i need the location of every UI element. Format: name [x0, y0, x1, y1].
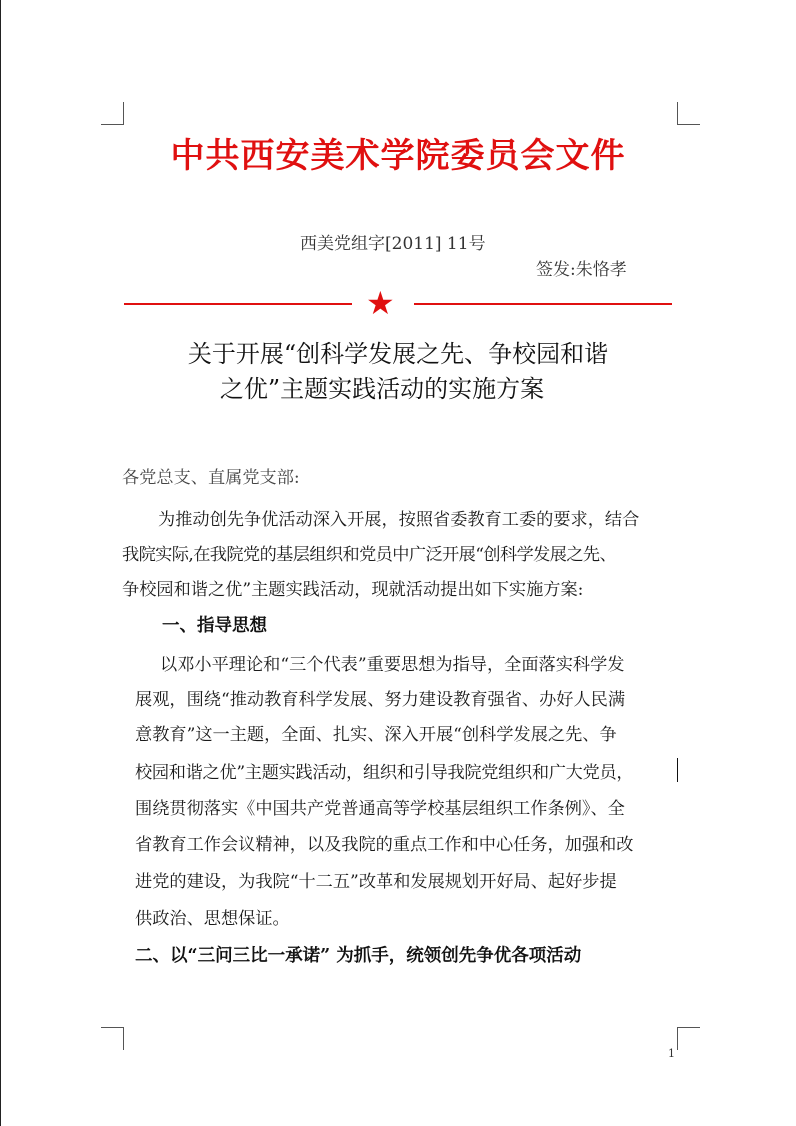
document-red-header-title: 中共西安美术学院委员会文件 — [170, 136, 626, 176]
section-1-line: 围绕贯彻落实《中国共产党普通高等学校基层组织工作条例》、全 — [135, 799, 625, 819]
subject-title-line-2: 之优”主题实践活动的实施方案 — [219, 375, 545, 403]
crop-mark-bottom-left — [101, 1027, 124, 1050]
intro-line: 我院实际,在我院党的基层组织和党员中广泛开展“创科学发展之先、 — [122, 545, 617, 565]
red-divider-right — [414, 303, 672, 305]
crop-mark-top-left — [101, 102, 124, 125]
text-cursor — [677, 758, 678, 782]
crop-mark-top-right — [677, 102, 700, 125]
section-1-line: 供政治、思想保证。 — [135, 909, 290, 929]
section-1-heading: 一、指导思想 — [162, 616, 267, 636]
document-number: 西美党组字[2011] 11号 — [300, 234, 486, 254]
intro-line: 为推动创先争优活动深入开展，按照省委教育工委的要求，结合 — [158, 510, 640, 530]
section-1-line: 意教育”这一主题，全面、扎实、深入开展“创科学发展之先、争 — [135, 725, 617, 745]
red-divider-left — [124, 303, 352, 305]
document-signer: 签发:朱恪孝 — [536, 260, 627, 280]
red-star-icon: ★ — [366, 284, 395, 322]
section-1-line: 省教育工作会议精神，以及我院的重点工作和中心任务，加强和改 — [135, 835, 634, 855]
salutation: 各党总支、直属党支部: — [122, 468, 300, 488]
section-1-line: 展观，围绕“推动教育科学发展、努力建设教育强省、办好人民满 — [135, 690, 626, 710]
intro-line: 争校园和谐之优”主题实践活动，现就活动提出如下实施方案: — [122, 580, 584, 600]
page-number: 1 — [668, 1047, 675, 1060]
section-2-heading: 二、以“三问三比一承诺” 为抓手，统领创先争优各项活动 — [135, 946, 582, 966]
section-1-line: 进党的建设，为我院“十二五”改革和发展规划开好局、起好步提 — [135, 872, 617, 892]
subject-title-line-1: 关于开展“创科学发展之先、争校园和谐 — [187, 340, 609, 368]
section-1-line: 以邓小平理论和“三个代表”重要思想为指导，全面落实科学发 — [160, 655, 625, 675]
section-1-line: 校园和谐之优”主题实践活动，组织和引导我院党组织和广大党员， — [135, 763, 634, 783]
crop-mark-bottom-right — [677, 1027, 700, 1050]
